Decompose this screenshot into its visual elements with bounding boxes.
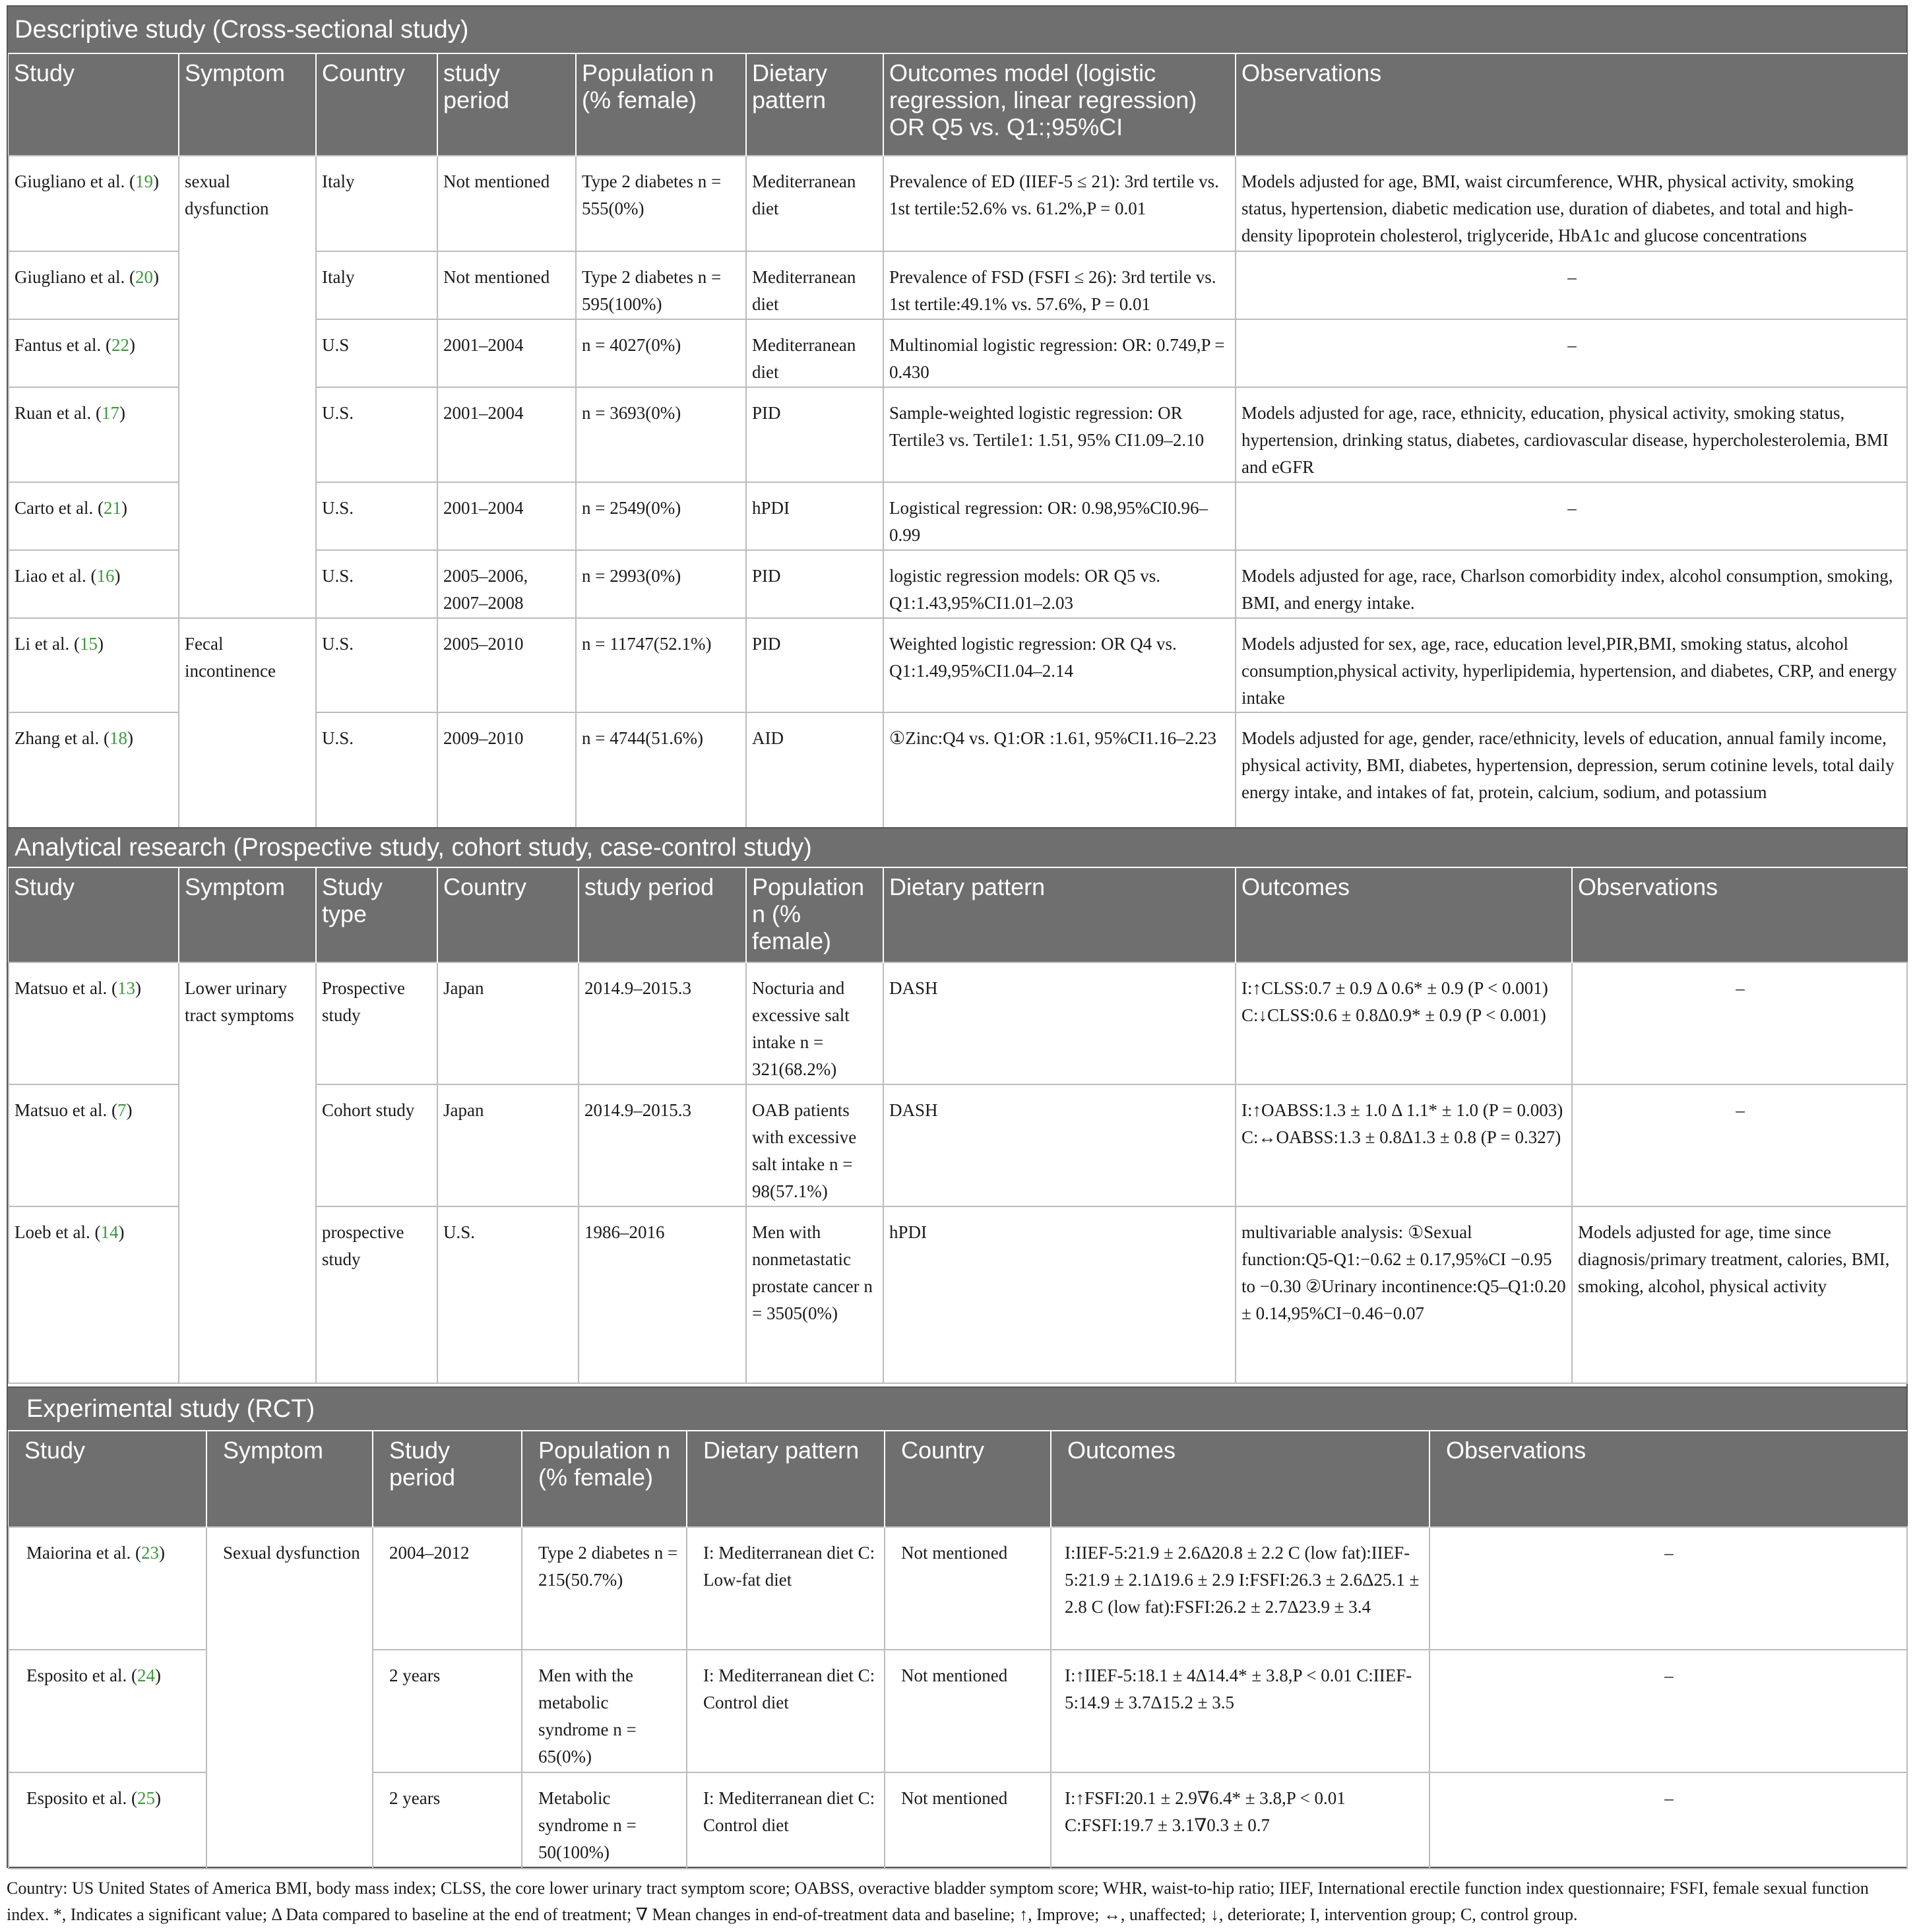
outcome-cell: I:↑OABSS:1.3 ± 1.0 Δ 1.1* ± 1.0 (P = 0.003) C:↔OABSS:1.3 ± 0.8Δ1.3 ± 0.8 (P = 0.327) (1236, 1084, 1572, 1206)
study-author: Liao et al. ( (15, 566, 97, 586)
table-footnote: Country: US United States of America BMI, body mass index; CLSS, the core lower urinary tract symptom score; OABSS, overactive bladder symptom score; WHR, waist-to-hip ratio; IIEF, International erectile function index questionnaire; FSFI, female sexual function index. *, Indicates a significant value; Δ Data compared to baseline at the end of treatment; ∇ Mean changes in end-of-treatment data and baseline; ↑, Improve; ↔, unaffected; ↓, deteriorate; I, intervention group; C, control group. (7, 1879, 1869, 1924)
population-cell: n = 4027(0%) (576, 319, 746, 387)
observation-cell: Models adjusted for age, race, ethnicity, education, physical activity, smoking status, hypertension, drinking status, diabetes, cardiovascular disease, hypercholesterolemia, BMI and eGFR (1236, 387, 1907, 482)
country-cell: U.S. (316, 387, 437, 482)
period-cell: 2014.9–2015.3 (579, 962, 746, 1084)
descriptive-header-row (9, 53, 1907, 156)
reference-link[interactable]: 24 (137, 1666, 155, 1685)
reference-link[interactable]: 25 (137, 1788, 155, 1808)
diet-cell: hPDI (746, 482, 883, 550)
period-cell: 2005–2010 (437, 618, 576, 712)
outcome-cell: logistic regression models: OR Q5 vs. Q1:1.43,95%CI1.01–2.03 (883, 550, 1236, 618)
study-cell: Liao et al. (16) (9, 550, 179, 618)
study-author: Ruan et al. ( (15, 403, 102, 423)
descriptive-table (8, 53, 1908, 830)
outcome-cell: Logistical regression: OR: 0.98,95%CI0.96–0.99 (883, 482, 1236, 550)
diet-cell: I: Mediterranean diet C: Control diet (687, 1650, 885, 1772)
study-author: Giugliano et al. ( (15, 267, 135, 287)
study-cell: Giugliano et al. (20) (9, 251, 179, 319)
diet-cell: hPDI (883, 1206, 1236, 1383)
period-cell: 2014.9–2015.3 (579, 1084, 746, 1206)
col-header: Dietary pattern (883, 867, 1236, 962)
study-author: Giugliano et al. ( (15, 171, 135, 191)
population-cell: Nocturia and excessive salt intake n = 321(68.2%) (746, 962, 883, 1084)
country-cell: U.S (316, 319, 437, 387)
col-header: Observations (1429, 1431, 1907, 1527)
country-cell: U.S. (316, 618, 437, 712)
col-header: Outcomes (1236, 867, 1572, 962)
reference-link[interactable]: 21 (103, 498, 121, 518)
descriptive-section (7, 5, 1908, 828)
symptom-cell: Lower urinary tract symptoms (179, 962, 316, 1383)
observation-cell: – (1429, 1772, 1907, 1869)
population-cell: Type 2 diabetes n = 215(50.7%) (522, 1527, 687, 1650)
period-cell: 2001–2004 (437, 319, 576, 387)
reference-link[interactable]: 22 (111, 335, 129, 355)
col-header: Country (885, 1431, 1051, 1527)
col-header: Population n (% female) (576, 53, 746, 156)
outcome-cell: I:↑FSFI:20.1 ± 2.9∇6.4* ± 3.8,P < 0.01 C:FSFI:19.7 ± 3.1∇0.3 ± 0.7 (1051, 1772, 1429, 1869)
population-cell: n = 11747(52.1%) (576, 618, 746, 712)
table-row (9, 156, 1907, 251)
observation-cell: – (1236, 482, 1907, 550)
reference-link[interactable]: 15 (79, 634, 98, 654)
analytical-section (7, 827, 1908, 1388)
table-row (9, 1527, 1907, 1650)
symptom-cell: sexual dysfunction (179, 156, 316, 618)
diet-cell: Mediterranean diet (746, 251, 883, 319)
col-header: Country (316, 53, 437, 156)
period-cell: 2 years (373, 1650, 522, 1772)
reference-link[interactable]: 13 (117, 978, 135, 998)
period-cell: 2005–2006, 2007–2008 (437, 550, 576, 618)
reference-link[interactable]: 20 (135, 267, 153, 287)
study-type-cell: Prospective study (316, 962, 437, 1084)
study-cell: Matsuo et al. (13) (9, 962, 179, 1084)
population-cell: n = 2549(0%) (576, 482, 746, 550)
observation-cell: – (1429, 1650, 1907, 1772)
study-author: Carto et al. ( (15, 498, 104, 518)
country-cell: Italy (316, 156, 437, 251)
symptom-cell: Sexual dysfunction (206, 1527, 373, 1869)
analytical-table (8, 867, 1908, 1384)
period-cell: 2 years (373, 1772, 522, 1869)
period-cell: 2004–2012 (373, 1527, 522, 1650)
analytical-title: Analytical research (Prospective study, cohort study, case-control study) (8, 828, 1906, 867)
period-cell: Not mentioned (437, 251, 576, 319)
col-header: Study (9, 53, 179, 156)
study-type-cell: Cohort study (316, 1084, 437, 1206)
col-header: Outcomes model (logistic regression, linear regression) OR Q5 vs. Q1:;95%CI (883, 53, 1236, 156)
table-row (9, 618, 1907, 712)
descriptive-title: Descriptive study (Cross-sectional study) (8, 7, 1906, 53)
observation-cell: Models adjusted for age, gender, race/ethnicity, levels of education, annual family income, physical activity, BMI, diabetes, hypertension, depression, serum cotinine levels, total daily energy intake, and intakes of fat, protein, calcium, sodium, and potassium (1236, 712, 1907, 830)
population-cell: OAB patients with excessive salt intake n = 98(57.1%) (746, 1084, 883, 1206)
population-cell: Men with nonmetastatic prostate cancer n = 3505(0%) (746, 1206, 883, 1383)
col-header: study period (437, 53, 576, 156)
col-header: Observations (1572, 867, 1907, 962)
col-header: Outcomes (1051, 1431, 1429, 1527)
country-cell: Italy (316, 251, 437, 319)
study-author: Matsuo et al. ( (15, 978, 117, 998)
period-cell: 2001–2004 (437, 482, 576, 550)
reference-link[interactable]: 17 (101, 403, 119, 423)
col-header: Observations (1236, 53, 1907, 156)
outcome-cell: Prevalence of ED (IIEF-5 ≤ 21): 3rd tertile vs. 1st tertile:52.6% vs. 61.2%,P = 0.01 (883, 156, 1236, 251)
study-author: Esposito et al. ( (26, 1788, 137, 1808)
country-cell: Not mentioned (885, 1527, 1051, 1650)
outcome-cell: multivariable analysis: ①Sexual function:Q5-Q1:−0.62 ± 0.17,95%CI −0.95 to −0.30 ②Urinary incontinence:Q5–Q1:0.20 ± 0.14,95%CI−0.46−0.07 (1236, 1206, 1572, 1383)
study-author: Maiorina et al. ( (26, 1543, 141, 1563)
observation-cell: – (1572, 962, 1907, 1084)
study-author: Fantus et al. ( (15, 335, 111, 355)
outcome-cell: Weighted logistic regression: OR Q4 vs. Q1:1.49,95%CI1.04–2.14 (883, 618, 1236, 712)
col-header: study period (579, 867, 746, 962)
col-header: Population n (% female) (746, 867, 883, 962)
reference-link[interactable]: 19 (135, 171, 153, 191)
study-cell: Esposito et al. (24) (9, 1650, 206, 1772)
study-cell: Maiorina et al. (23) (9, 1527, 206, 1650)
reference-link[interactable]: 16 (96, 566, 115, 586)
period-cell: 1986–2016 (579, 1206, 746, 1383)
analytical-header-row (9, 867, 1907, 962)
population-cell: Metabolic syndrome n = 50(100%) (522, 1772, 687, 1869)
study-author: Matsuo et al. ( (15, 1100, 117, 1120)
reference-link[interactable]: 23 (141, 1543, 159, 1563)
experimental-header-row (9, 1431, 1907, 1527)
diet-cell: Mediterranean diet (746, 319, 883, 387)
country-cell: Japan (437, 962, 579, 1084)
col-header: Country (437, 867, 579, 962)
country-cell: U.S. (316, 712, 437, 830)
col-header: Dietary pattern (687, 1431, 885, 1527)
reference-link[interactable]: 7 (117, 1100, 127, 1120)
col-header: Study period (373, 1431, 522, 1527)
experimental-section (7, 1387, 1908, 1868)
population-cell: n = 2993(0%) (576, 550, 746, 618)
study-author: Li et al. ( (15, 634, 80, 654)
population-cell: Type 2 diabetes n = 555(0%) (576, 156, 746, 251)
study-cell: Giugliano et al. (19) (9, 156, 179, 251)
study-cell: Li et al. (15) (9, 618, 179, 712)
observation-cell: – (1236, 251, 1907, 319)
study-cell: Ruan et al. (17) (9, 387, 179, 482)
outcome-cell: Prevalence of FSD (FSFI ≤ 26): 3rd tertile vs. 1st tertile:49.1% vs. 57.6%, P = 0.01 (883, 251, 1236, 319)
outcome-cell: I:↑CLSS:0.7 ± 0.9 Δ 0.6* ± 0.9 (P < 0.001) C:↓CLSS:0.6 ± 0.8Δ0.9* ± 0.9 (P < 0.001) (1236, 962, 1572, 1084)
study-cell: Fantus et al. (22) (9, 319, 179, 387)
study-cell: Esposito et al. (25) (9, 1772, 206, 1869)
diet-cell: AID (746, 712, 883, 830)
population-cell: n = 3693(0%) (576, 387, 746, 482)
reference-link[interactable]: 14 (100, 1222, 119, 1242)
diet-cell: PID (746, 618, 883, 712)
study-cell: Loeb et al. (14) (9, 1206, 179, 1383)
outcome-cell: I:IIEF-5:21.9 ± 2.6Δ20.8 ± 2.2 C (low fat):IIEF-5:21.9 ± 2.1Δ19.6 ± 2.9 I:FSFI:26.3 ± 2.6Δ25.1 ± 2.8 C (low fat):FSFI:26.2 ± 2.7Δ23.9 ± 3.4 (1051, 1527, 1429, 1650)
reference-link[interactable]: 18 (109, 728, 127, 748)
col-header: Population n (% female) (522, 1431, 687, 1527)
study-author: Esposito et al. ( (26, 1666, 137, 1685)
population-cell: Men with the metabolic syndrome n = 65(0%) (522, 1650, 687, 1772)
col-header: Symptom (179, 867, 316, 962)
col-header: Study (9, 867, 179, 962)
country-cell: Japan (437, 1084, 579, 1206)
col-header: Study (9, 1431, 206, 1527)
country-cell: Not mentioned (885, 1772, 1051, 1869)
outcome-cell: Multinomial logistic regression: OR: 0.749,P = 0.430 (883, 319, 1236, 387)
observation-cell: – (1429, 1527, 1907, 1650)
diet-cell: PID (746, 550, 883, 618)
observation-cell: Models adjusted for age, race, Charlson comorbidity index, alcohol consumption, smoking, BMI, and energy intake. (1236, 550, 1907, 618)
population-cell: Type 2 diabetes n = 595(100%) (576, 251, 746, 319)
country-cell: U.S. (316, 482, 437, 550)
study-cell: Zhang et al. (18) (9, 712, 179, 830)
period-cell: 2009–2010 (437, 712, 576, 830)
observation-cell: – (1572, 1084, 1907, 1206)
col-header: Dietary pattern (746, 53, 883, 156)
diet-cell: DASH (883, 1084, 1236, 1206)
study-cell: Carto et al. (21) (9, 482, 179, 550)
experimental-title: Experimental study (RCT) (8, 1388, 1906, 1430)
period-cell: Not mentioned (437, 156, 576, 251)
col-header: Symptom (179, 53, 316, 156)
col-header: Symptom (206, 1431, 373, 1527)
population-cell: n = 4744(51.6%) (576, 712, 746, 830)
table-row (9, 962, 1907, 1084)
diet-cell: I: Mediterranean diet C: Control diet (687, 1772, 885, 1869)
diet-cell: Mediterranean diet (746, 156, 883, 251)
outcome-cell: I:↑IIEF-5:18.1 ± 4Δ14.4* ± 3.8,P < 0.01 C:IIEF-5:14.9 ± 3.7Δ15.2 ± 3.5 (1051, 1650, 1429, 1772)
observation-cell: Models adjusted for sex, age, race, education level,PIR,BMI, smoking status, alcohol consumption,physical activity, hyperlipidemia, hypertension, and diabetes, CRP, and energy intake (1236, 618, 1907, 712)
diet-cell: I: Mediterranean diet C: Low-fat diet (687, 1527, 885, 1650)
period-cell: 2001–2004 (437, 387, 576, 482)
country-cell: Not mentioned (885, 1650, 1051, 1772)
study-cell: Matsuo et al. (7) (9, 1084, 179, 1206)
symptom-cell: Fecal incontinence (179, 618, 316, 830)
outcome-cell: ①Zinc:Q4 vs. Q1:OR :1.61, 95%CI1.16–2.23 (883, 712, 1236, 830)
diet-cell: PID (746, 387, 883, 482)
country-cell: U.S. (437, 1206, 579, 1383)
study-author: Zhang et al. ( (15, 728, 110, 748)
diet-cell: DASH (883, 962, 1236, 1084)
study-author: Loeb et al. ( (15, 1222, 101, 1242)
observation-cell: – (1236, 319, 1907, 387)
observation-cell: Models adjusted for age, time since diagnosis/primary treatment, calories, BMI, smoking, alcohol, physical activity (1572, 1206, 1907, 1383)
experimental-table (8, 1430, 1908, 1869)
outcome-cell: Sample-weighted logistic regression: OR Tertile3 vs. Tertile1: 1.51, 95% CI1.09–2.10 (883, 387, 1236, 482)
country-cell: U.S. (316, 550, 437, 618)
observation-cell: Models adjusted for age, BMI, waist circumference, WHR, physical activity, smoking status, hypertension, diabetic medication use, duration of diabetes, and total and high-density lipoprotein cholesterol, triglyceride, HbA1c and glucose concentrations (1236, 156, 1907, 251)
col-header: Study type (316, 867, 437, 962)
study-type-cell: prospective study (316, 1206, 437, 1383)
